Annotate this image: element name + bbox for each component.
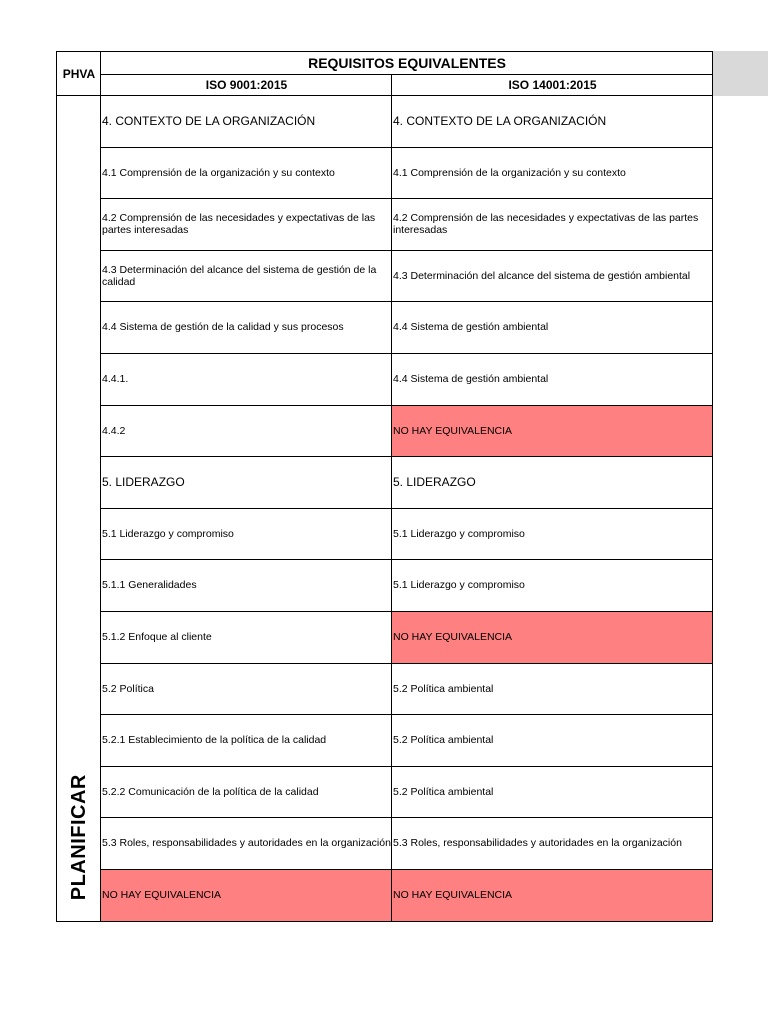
iso9001-cell: 4. CONTEXTO DE LA ORGANIZACIÓN <box>101 96 392 148</box>
table-row <box>57 560 713 612</box>
iso14001-cell: NO HAY EQUIVALENCIA <box>392 611 713 663</box>
iso9001-column-header: ISO 9001:2015 <box>101 75 392 96</box>
iso14001-cell: 4.3 Determinación del alcance del sistema de gestión ambiental <box>392 250 713 302</box>
table-row <box>57 766 713 818</box>
table-row <box>57 457 713 509</box>
requirements-title: REQUISITOS EQUIVALENTES <box>101 52 713 75</box>
iso14001-cell: 5.1 Liderazgo y compromiso <box>392 508 713 560</box>
iso9001-cell: 5.3 Roles, responsabilidades y autoridades en la organización <box>101 818 392 870</box>
iso14001-cell: NO HAY EQUIVALENCIA <box>392 869 713 921</box>
phase-cell <box>57 96 101 922</box>
iso9001-cell: 5.2.1 Establecimiento de la política de la calidad <box>101 715 392 767</box>
iso14001-cell: 5.2 Política ambiental <box>392 766 713 818</box>
iso9001-cell: 5.1.2 Enfoque al cliente <box>101 611 392 663</box>
requirements-body <box>57 96 713 922</box>
phva-header: PHVA <box>57 52 101 96</box>
iso9001-cell: 5.1.1 Generalidades <box>101 560 392 612</box>
phase-label: PLANIFICAR <box>67 774 90 901</box>
iso14001-cell: 4.4 Sistema de gestión ambiental <box>392 353 713 405</box>
table-row <box>57 302 713 354</box>
iso9001-cell: 4.1 Comprensión de la organización y su contexto <box>101 147 392 199</box>
iso14001-cell: 4.2 Comprensión de las necesidades y expectativas de las partes interesadas <box>392 199 713 251</box>
iso14001-cell: 5.3 Roles, responsabilidades y autoridades en la organización <box>392 818 713 870</box>
table-row <box>57 353 713 405</box>
iso9001-cell: 5.2 Política <box>101 663 392 715</box>
iso9001-cell: 4.3 Determinación del alcance del sistema de gestión de la calidad <box>101 250 392 302</box>
iso14001-cell: 5.2 Política ambiental <box>392 715 713 767</box>
table-row <box>57 147 713 199</box>
iso9001-cell: 5.1 Liderazgo y compromiso <box>101 508 392 560</box>
table-row <box>57 96 713 148</box>
iso14001-column-header: ISO 14001:2015 <box>392 75 713 96</box>
iso14001-cell: 5. LIDERAZGO <box>392 457 713 509</box>
iso9001-cell: 4.4.1. <box>101 353 392 405</box>
iso14001-cell: 5.2 Política ambiental <box>392 663 713 715</box>
iso9001-cell: 5.2.2 Comunicación de la política de la calidad <box>101 766 392 818</box>
iso9001-cell: 4.4.2 <box>101 405 392 457</box>
table-row <box>57 663 713 715</box>
table-row <box>57 869 713 921</box>
table-row <box>57 405 713 457</box>
table-row <box>57 508 713 560</box>
iso9001-cell: NO HAY EQUIVALENCIA <box>101 869 392 921</box>
iso14001-cell: 4.4 Sistema de gestión ambiental <box>392 302 713 354</box>
iso14001-cell: NO HAY EQUIVALENCIA <box>392 405 713 457</box>
iso14001-cell: 4.1 Comprensión de la organización y su contexto <box>392 147 713 199</box>
table-row <box>57 715 713 767</box>
iso9001-cell: 4.2 Comprensión de las necesidades y expectativas de las partes interesadas <box>101 199 392 251</box>
iso9001-cell: 4.4 Sistema de gestión de la calidad y sus procesos <box>101 302 392 354</box>
iso9001-cell: 5. LIDERAZGO <box>101 457 392 509</box>
equivalence-sheet <box>56 51 712 922</box>
iso14001-cell: 4. CONTEXTO DE LA ORGANIZACIÓN <box>392 96 713 148</box>
requirements-table <box>56 51 713 922</box>
table-row <box>57 611 713 663</box>
header-gray-strip <box>712 51 768 96</box>
table-row <box>57 250 713 302</box>
table-row <box>57 818 713 870</box>
table-row <box>57 199 713 251</box>
iso14001-cell: 5.1 Liderazgo y compromiso <box>392 560 713 612</box>
